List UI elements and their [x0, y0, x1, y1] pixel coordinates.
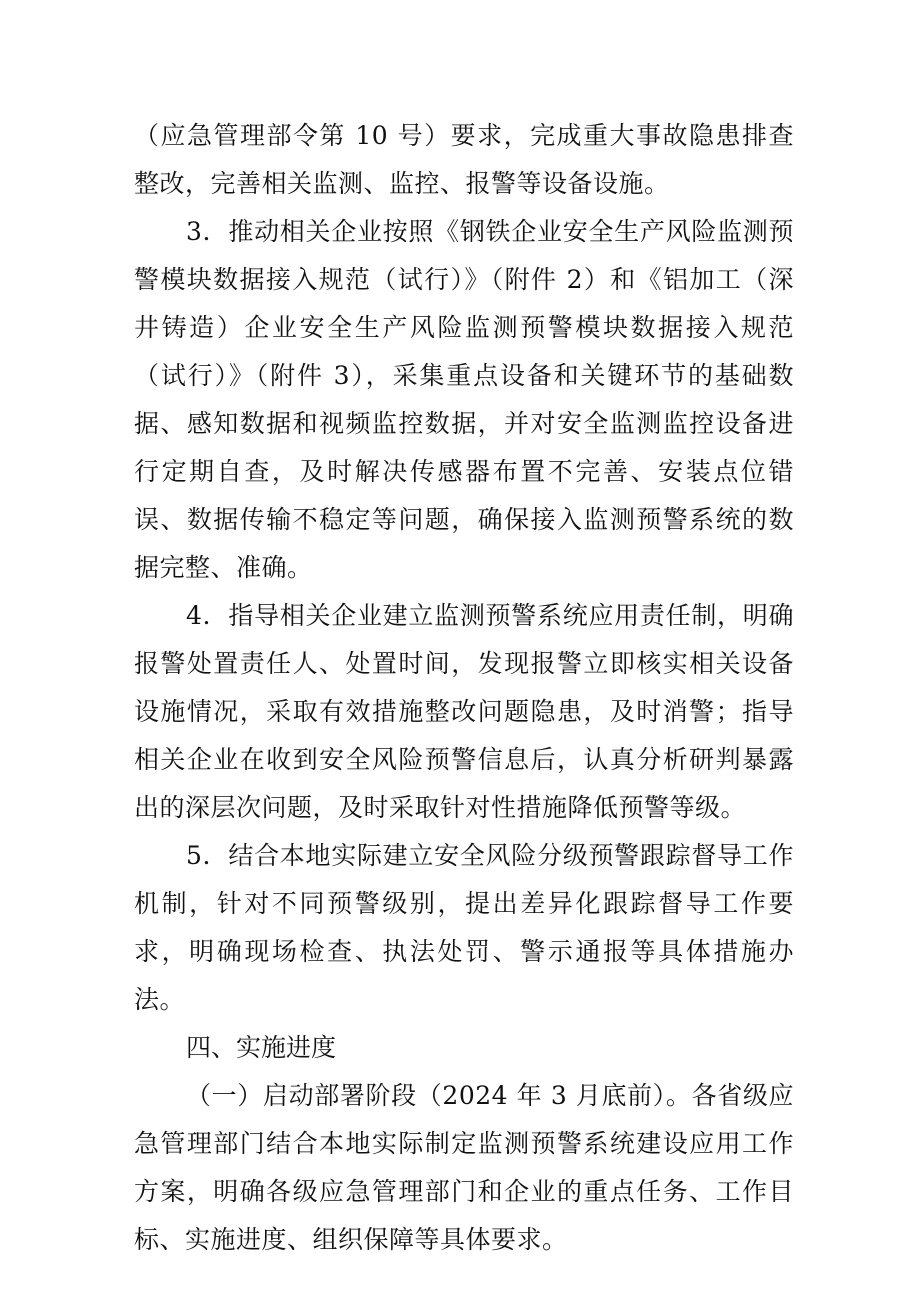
paragraph-stage-1: （一）启动部署阶段（2024 年 3 月底前）。各省级应急管理部门结合本地实际制定监测预警系统建设应用工作方案，明确各级应急管理部门和企业的重点任务、工作目标、实施进度、组织保障等具体要求。 [134, 1081, 794, 1254]
paragraph-item-5: 5．结合本地实际建立安全风险分级预警跟踪督导工作机制，针对不同预警级别，提出差异化跟踪督导工作要求，明确现场检查、执法处罚、警示通报等具体措施办法。 [134, 841, 794, 1014]
paragraph-item-4: 4．指导相关企业建立监测预警系统应用责任制，明确报警处置责任人、处置时间，发现报警立即核实相关设备设施情况，采取有效措施整改问题隐患，及时消警；指导相关企业在收到安全风险预警信息后，认真分析研判暴露出的深层次问题，及时采取针对性措施降低预警等级。 [134, 601, 794, 822]
document-page [134, 112, 794, 1264]
paragraph-continuation: （应急管理部令第 10 号）要求，完成重大事故隐患排查整改，完善相关监测、监控、报警等设备设施。 [134, 121, 794, 198]
paragraph-item-3: 3．推动相关企业按照《钢铁企业安全生产风险监测预警模块数据接入规范（试行）》（附件 2）和《铝加工（深井铸造）企业安全生产风险监测预警模块数据接入规范（试行）》（附件 3），采集重点设备和关键环节的基础数据、感知数据和视频监控数据，并对安全监测监控设备进行定期自查，及时解决传感器布置不完善、安装点位错误、数据传输不稳定等问题，确保接入监测预警系统的数据完整、准确。 [134, 217, 794, 582]
section-heading: 四、实施进度 [186, 1033, 337, 1062]
